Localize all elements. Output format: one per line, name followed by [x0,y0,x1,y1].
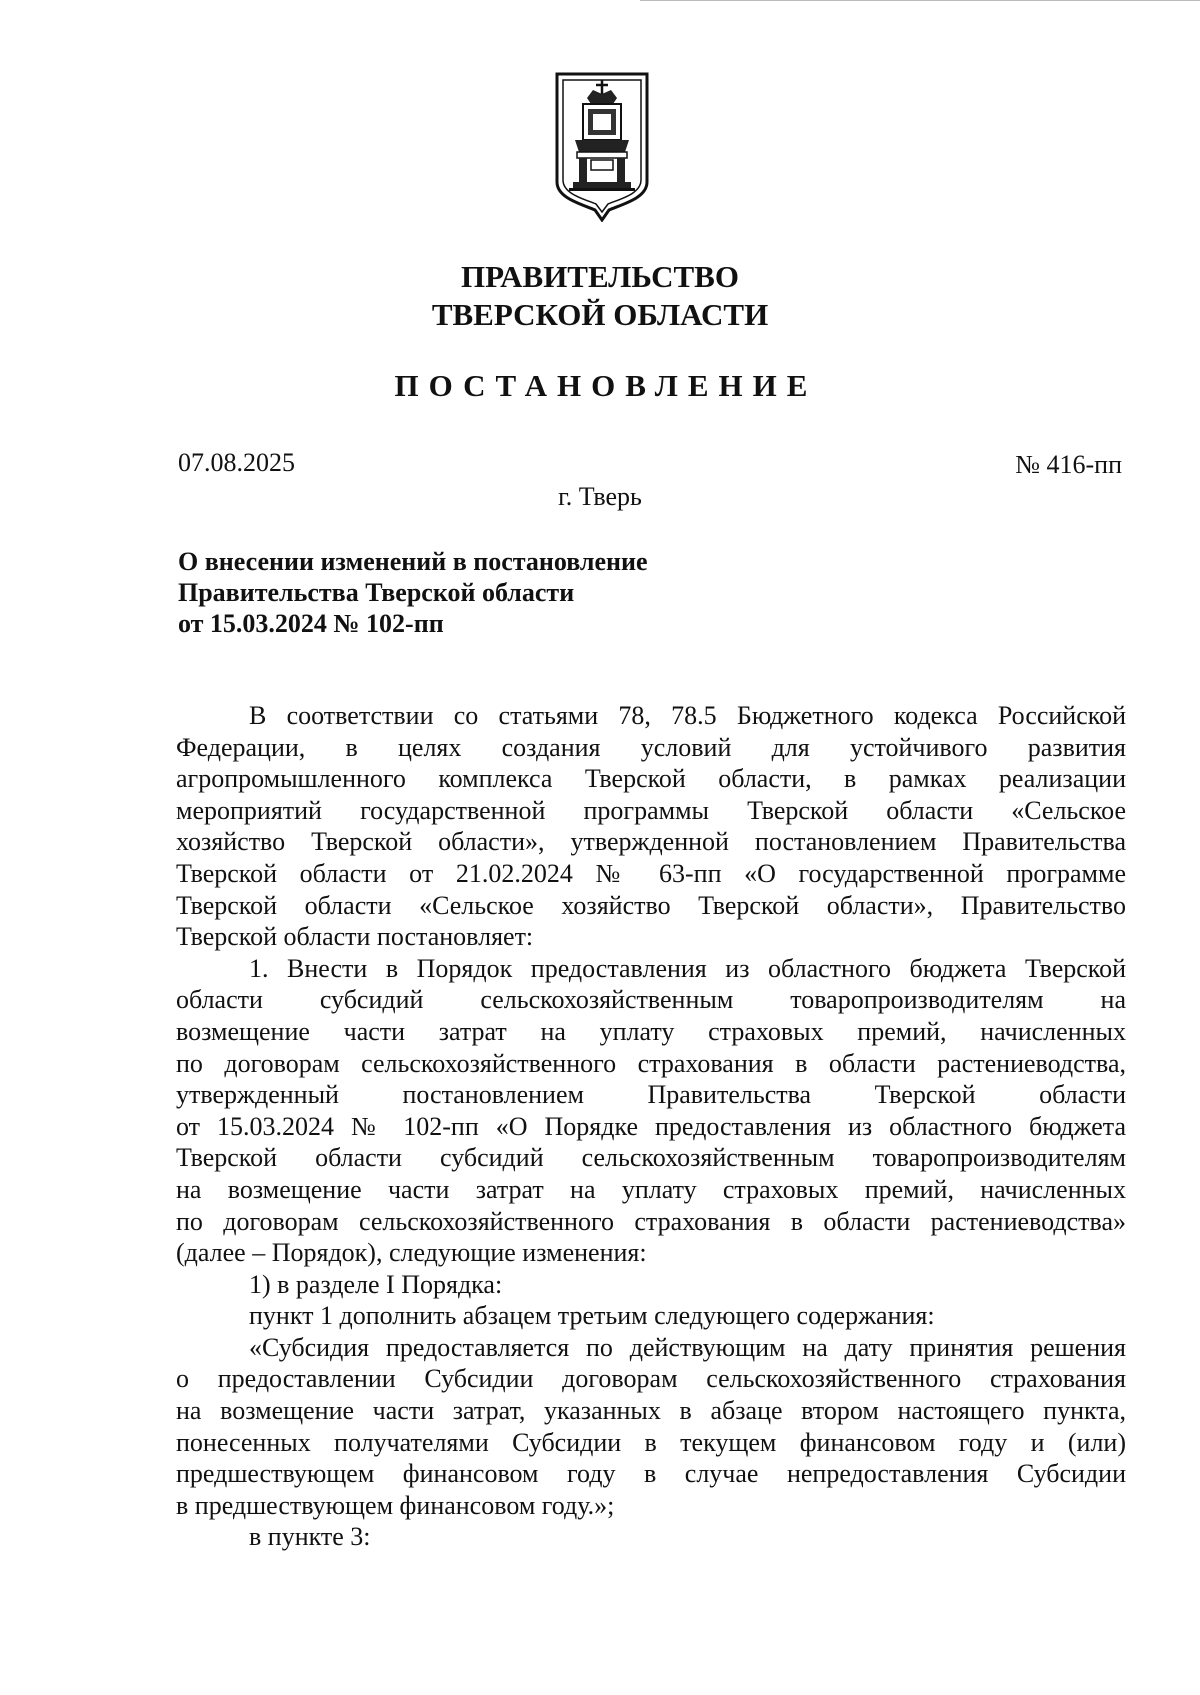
text-line: Тверской области постановляет: [176,922,534,952]
paragraph-subitem-1 [176,1269,1126,1301]
text-line: на возмещение части затрат, указанных в абзаце втором настоящего пункта, [176,1396,1126,1426]
text-line: утвержденный постановлением Правительства Тверской области [176,1080,1126,1110]
text-line: хозяйство Тверской области», утвержденной постановлением Правительства [176,827,1126,857]
document-date: 07.08.2025 [178,448,295,477]
subject-line: Правительства Тверской области [178,578,575,607]
text-line: в пункте 3: [249,1522,371,1552]
document-body [176,700,1126,1553]
government-title-line1: ПРАВИТЕЛЬСТВО [461,259,739,294]
paragraph-item-1 [176,953,1126,1269]
text-line: о предоставлении Субсидии договорам сельскохозяйственного страхования [176,1364,1126,1394]
text-line: агропромышленного комплекса Тверской области, в рамках реализации [176,764,1126,794]
text-line: 1. Внести в Порядок предоставления из областного бюджета Тверской [249,953,1126,983]
text-line: области субсидий сельскохозяйственным товаропроизводителям на [176,985,1126,1015]
text-line: 1) в разделе I Порядка: [249,1269,503,1299]
text-line: Тверской области субсидий сельскохозяйственным товаропроизводителям [176,1143,1126,1173]
text-line: Тверской области от 21.02.2024 № 63-пп «О государственной программе [176,858,1126,888]
subject-line: О внесении изменений в постановление [178,547,648,576]
paragraph-preamble [176,700,1126,953]
text-line: мероприятий государственной программы Тверской области «Сельское [176,795,1126,825]
text-line: (далее – Порядок), следующие изменения: [176,1238,647,1268]
text-line: по договорам сельскохозяйственного страхования в области растениеводства, [176,1048,1126,1078]
text-line: понесенных получателями Субсидии в текущем финансовом году и (или) [176,1427,1126,1457]
document-type: ПОСТАНОВЛЕНИЕ [394,368,818,403]
text-line: предшествующем финансовом году в случае непредоставления Субсидии [176,1459,1126,1489]
text-line: по договорам сельскохозяйственного страхования в области растениеводства» [176,1206,1126,1236]
document-subject [178,546,648,639]
document-city: г. Тверь [558,482,642,511]
government-title-line2: ТВЕРСКОЙ ОБЛАСТИ [431,297,769,332]
paragraph-point-1 [176,1300,1126,1332]
text-line: на возмещение части затрат на уплату страховых премий, начисленных [176,1174,1126,1204]
text-line: от 15.03.2024 № 102-пп «О Порядке предоставления из областного бюджета [176,1111,1126,1141]
text-line: «Субсидия предоставляется по действующим на дату принятия решения [249,1332,1126,1362]
subject-line: от 15.03.2024 № 102-пп [178,609,444,638]
scan-edge-line [640,0,1200,1]
paragraph-quote [176,1332,1126,1522]
text-line: в предшествующем финансовом году.»; [176,1490,615,1520]
text-line: возмещение части затрат на уплату страховых премий, начисленных [176,1016,1126,1046]
document-number: № 416-пп [1015,450,1122,479]
text-line: В соответствии со статьями 78, 78.5 Бюджетного кодекса Российской [249,701,1126,730]
text-line: Тверской области «Сельское хозяйство Тверской области», Правительство [176,890,1126,920]
text-line: пункт 1 дополнить абзацем третьим следующего содержания: [249,1301,935,1331]
paragraph-point-3 [176,1521,1126,1553]
text-line: Федерации, в целях создания условий для устойчивого развития [176,732,1126,762]
tver-coat-of-arms-emblem [553,70,651,222]
